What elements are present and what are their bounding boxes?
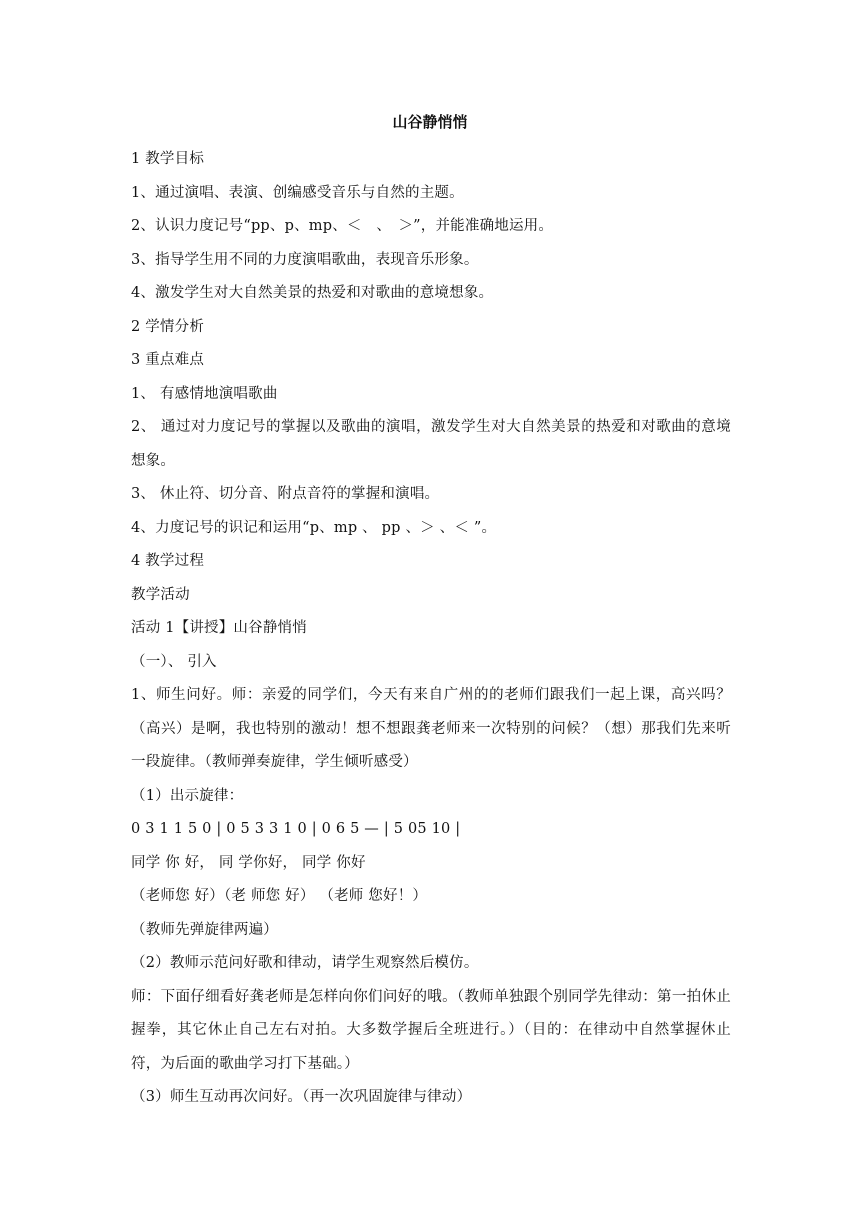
paragraph: 1、师生问好。师：亲爱的同学们，今天有来自广州的的老师们跟我们一起上课，高兴吗？（高兴）是啊，我也特别的激动！想不想跟龚老师来一次特别的问候？（想）那我们先来听一段旋律。（教师弹奏旋律，学生倾听感受）: [131, 687, 731, 770]
paragraph: 教学活动: [131, 586, 190, 603]
section-heading: 2 学情分析: [131, 318, 205, 335]
paragraph: 3、 休止符、切分音、附点音符的掌握和演唱。: [131, 486, 440, 502]
document-body: [131, 143, 731, 1115]
lyrics-line: 同学 你 好， 同 学你好， 同学 你好: [131, 854, 366, 871]
paragraph: 4、力度记号的识记和运用“p、mp 、 pp 、＞ 、＜ ”。: [131, 519, 497, 536]
paragraph: （2）教师示范问好歌和律动，请学生观察然后模仿。: [131, 955, 479, 971]
melody-notation: 0 3 1 1 5 0 | 0 5 3 3 1 0 | 0 6 5 — | 5 05 10 |: [131, 821, 461, 837]
paragraph: （教师先弹旋律两遍）: [131, 921, 278, 938]
lyrics-line: （老师您 好）（老 师您 好） （老师 您好！）: [131, 888, 428, 904]
paragraph: （一）、 引入: [131, 653, 217, 670]
paragraph: 2、 通过对力度记号的掌握以及歌曲的演唱，激发学生对大自然美景的热爱和对歌曲的意境想象。: [131, 419, 731, 469]
paragraph: 1、 有感情地演唱歌曲: [131, 385, 278, 402]
paragraph: 活动 1【讲授】山谷静悄悄: [131, 620, 307, 636]
section-heading: 3 重点难点: [131, 352, 205, 368]
document-title: 山谷静悄悄: [392, 113, 468, 131]
paragraph: 2、认识力度记号“pp、p、mp、＜ 、 ＞”，并能准确地运用。: [131, 218, 554, 234]
section-heading: 1 教学目标: [131, 151, 205, 167]
paragraph: （1）出示旋律：: [131, 787, 244, 804]
paragraph: 3、指导学生用不同的力度演唱歌曲，表现音乐形象。: [131, 251, 479, 268]
paragraph: 4、激发学生对大自然美景的热爱和对歌曲的意境想象。: [131, 285, 494, 301]
paragraph: 1、通过演唱、表演、创编感受音乐与自然的主题。: [131, 184, 464, 201]
paragraph: （3）师生互动再次问好。（再一次巩固旋律与律动）: [131, 1089, 472, 1105]
paragraph: 师：下面仔细看好龚老师是怎样向你们问好的哦。（教师单独跟个别同学先律动：第一拍休止握拳，其它休止自己左右对拍。大多数学握后全班进行。）（目的：在律动中自然掌握休止符，为后面的歌曲学习打下基础。）: [131, 988, 731, 1072]
section-heading: 4 教学过程: [131, 553, 205, 569]
